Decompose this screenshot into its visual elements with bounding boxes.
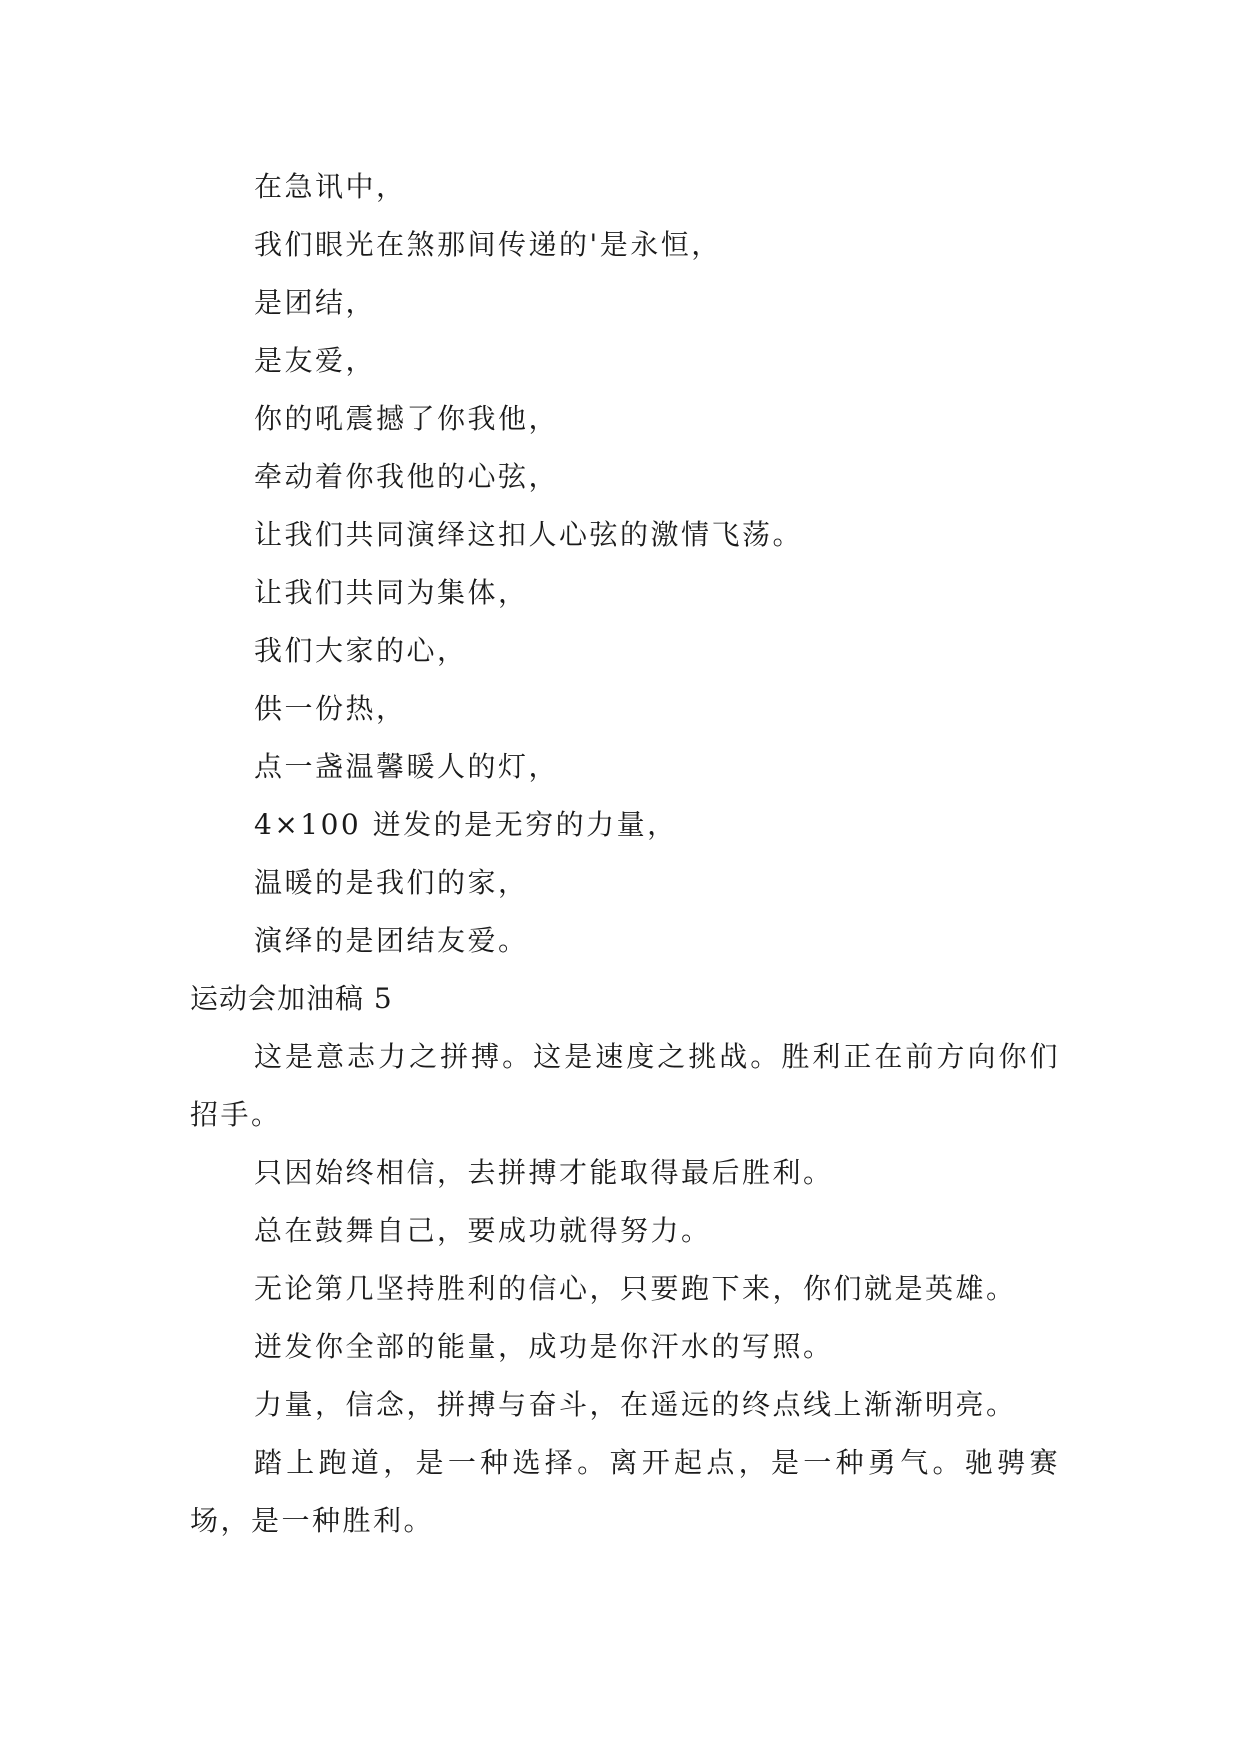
paragraph: 迸发你全部的能量，成功是你汗水的写照。 (254, 1330, 834, 1363)
poem-line: 供一份热， (254, 692, 407, 725)
paragraph: 踏上跑道，是一种选择。离开起点，是一种勇气。驰骋赛场，是一种胜利。 (190, 1446, 1060, 1537)
section-title: 运动会加油稿 5 (190, 982, 393, 1015)
poem-line: 我们眼光在煞那间传递的'是永恒， (254, 228, 722, 261)
paragraph: 这是意志力之拼搏。这是速度之挑战。胜利正在前方向你们招手。 (190, 1040, 1060, 1131)
poem-line: 演绎的是团结友爱。 (254, 924, 529, 957)
paragraph: 总在鼓舞自己，要成功就得努力。 (254, 1214, 712, 1247)
poem-line: 温暖的是我们的家， (254, 866, 529, 899)
poem-line: 牵动着你我他的心弦， (254, 460, 560, 493)
paragraph: 无论第几坚持胜利的信心，只要跑下来，你们就是英雄。 (254, 1272, 1017, 1305)
paragraph: 力量，信念，拼搏与奋斗，在遥远的终点线上渐渐明亮。 (254, 1388, 1017, 1421)
poem-line: 是团结， (254, 286, 377, 319)
poem-line: 让我们共同演绎这扣人心弦的激情飞荡。 (254, 518, 804, 551)
paragraph: 只因始终相信，去拼搏才能取得最后胜利。 (254, 1156, 834, 1189)
poem-line: 是友爱， (254, 344, 377, 377)
poem-line: 在急讯中， (254, 170, 407, 203)
poem-line: 4×100 迸发的是无穷的力量， (254, 808, 678, 841)
poem-line: 你的吼震撼了你我他， (254, 402, 560, 435)
poem-line: 点一盏温馨暖人的灯， (254, 750, 560, 783)
document-body (190, 158, 1060, 1550)
poem-line: 让我们共同为集体， (254, 576, 529, 609)
poem-line: 我们大家的心， (254, 634, 468, 667)
